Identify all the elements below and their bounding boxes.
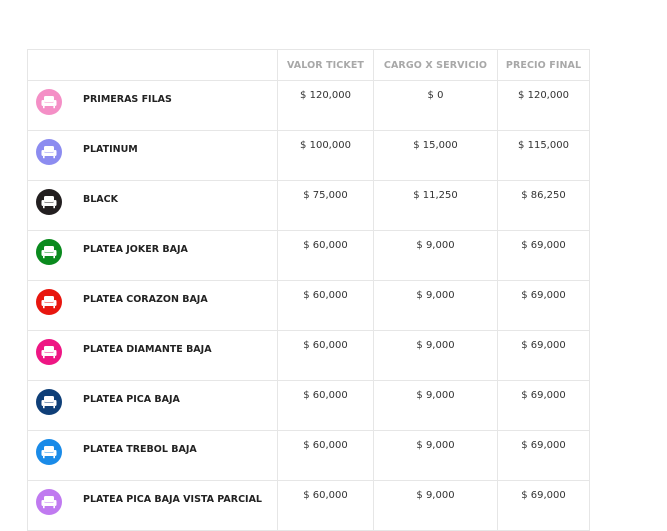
zone-cell (28, 231, 278, 281)
header-precio-final: PRECIO FINAL (498, 50, 590, 81)
precio-final-cell: $ 69,000 (498, 231, 590, 281)
table-row (28, 331, 590, 381)
table-body (28, 81, 590, 531)
zone-name: PLATEA PICA BAJA (83, 394, 180, 405)
zone-name: BLACK (83, 194, 118, 205)
sofa-icon (36, 339, 62, 365)
valor-ticket-cell: $ 60,000 (278, 431, 374, 481)
valor-ticket-cell: $ 60,000 (278, 381, 374, 431)
table-row (28, 481, 590, 531)
zone-name: PLATEA TREBOL BAJA (83, 444, 197, 455)
cargo-servicio-cell: $ 9,000 (374, 231, 498, 281)
cargo-servicio-cell: $ 0 (374, 81, 498, 131)
sofa-glyph (41, 95, 57, 109)
cargo-servicio-cell: $ 9,000 (374, 281, 498, 331)
sofa-glyph (41, 445, 57, 459)
table-header-row (28, 50, 590, 81)
precio-final-cell: $ 69,000 (498, 281, 590, 331)
cargo-servicio-cell: $ 9,000 (374, 381, 498, 431)
cargo-servicio-cell: $ 9,000 (374, 481, 498, 531)
table-row (28, 81, 590, 131)
cargo-servicio-cell: $ 11,250 (374, 181, 498, 231)
table-row (28, 181, 590, 231)
zone-cell (28, 381, 278, 431)
valor-ticket-cell: $ 60,000 (278, 231, 374, 281)
valor-ticket-cell: $ 100,000 (278, 131, 374, 181)
sofa-icon (36, 239, 62, 265)
precio-final-cell: $ 115,000 (498, 131, 590, 181)
price-table (27, 49, 590, 531)
sofa-glyph (41, 495, 57, 509)
sofa-icon (36, 89, 62, 115)
zone-cell (28, 331, 278, 381)
precio-final-cell: $ 69,000 (498, 481, 590, 531)
sofa-glyph (41, 145, 57, 159)
cargo-servicio-cell: $ 9,000 (374, 431, 498, 481)
sofa-icon (36, 139, 62, 165)
zone-cell (28, 81, 278, 131)
zone-name: PRIMERAS FILAS (83, 94, 172, 105)
valor-ticket-cell: $ 120,000 (278, 81, 374, 131)
zone-cell (28, 431, 278, 481)
valor-ticket-cell: $ 60,000 (278, 481, 374, 531)
zone-name: PLATINUM (83, 144, 138, 155)
valor-ticket-cell: $ 60,000 (278, 331, 374, 381)
sofa-icon (36, 389, 62, 415)
zone-cell (28, 181, 278, 231)
sofa-icon (36, 489, 62, 515)
sofa-icon (36, 439, 62, 465)
precio-final-cell: $ 69,000 (498, 381, 590, 431)
sofa-glyph (41, 245, 57, 259)
zone-cell (28, 131, 278, 181)
table-row (28, 281, 590, 331)
zone-name: PLATEA PICA BAJA VISTA PARCIAL (83, 494, 262, 505)
zone-name: PLATEA DIAMANTE BAJA (83, 344, 212, 355)
cargo-servicio-cell: $ 15,000 (374, 131, 498, 181)
precio-final-cell: $ 69,000 (498, 331, 590, 381)
cargo-servicio-cell: $ 9,000 (374, 331, 498, 381)
zone-cell (28, 281, 278, 331)
header-valor-ticket: VALOR TICKET (278, 50, 374, 81)
sofa-glyph (41, 395, 57, 409)
header-cargo-servicio: CARGO X SERVICIO (374, 50, 498, 81)
sofa-icon (36, 189, 62, 215)
table-row (28, 431, 590, 481)
table-row (28, 381, 590, 431)
precio-final-cell: $ 86,250 (498, 181, 590, 231)
valor-ticket-cell: $ 60,000 (278, 281, 374, 331)
precio-final-cell: $ 69,000 (498, 431, 590, 481)
header-zone (28, 50, 278, 81)
zone-name: PLATEA CORAZON BAJA (83, 294, 208, 305)
valor-ticket-cell: $ 75,000 (278, 181, 374, 231)
sofa-glyph (41, 195, 57, 209)
zone-cell (28, 481, 278, 531)
sofa-glyph (41, 295, 57, 309)
precio-final-cell: $ 120,000 (498, 81, 590, 131)
zone-name: PLATEA JOKER BAJA (83, 244, 188, 255)
table-row (28, 131, 590, 181)
sofa-icon (36, 289, 62, 315)
table-row (28, 231, 590, 281)
sofa-glyph (41, 345, 57, 359)
